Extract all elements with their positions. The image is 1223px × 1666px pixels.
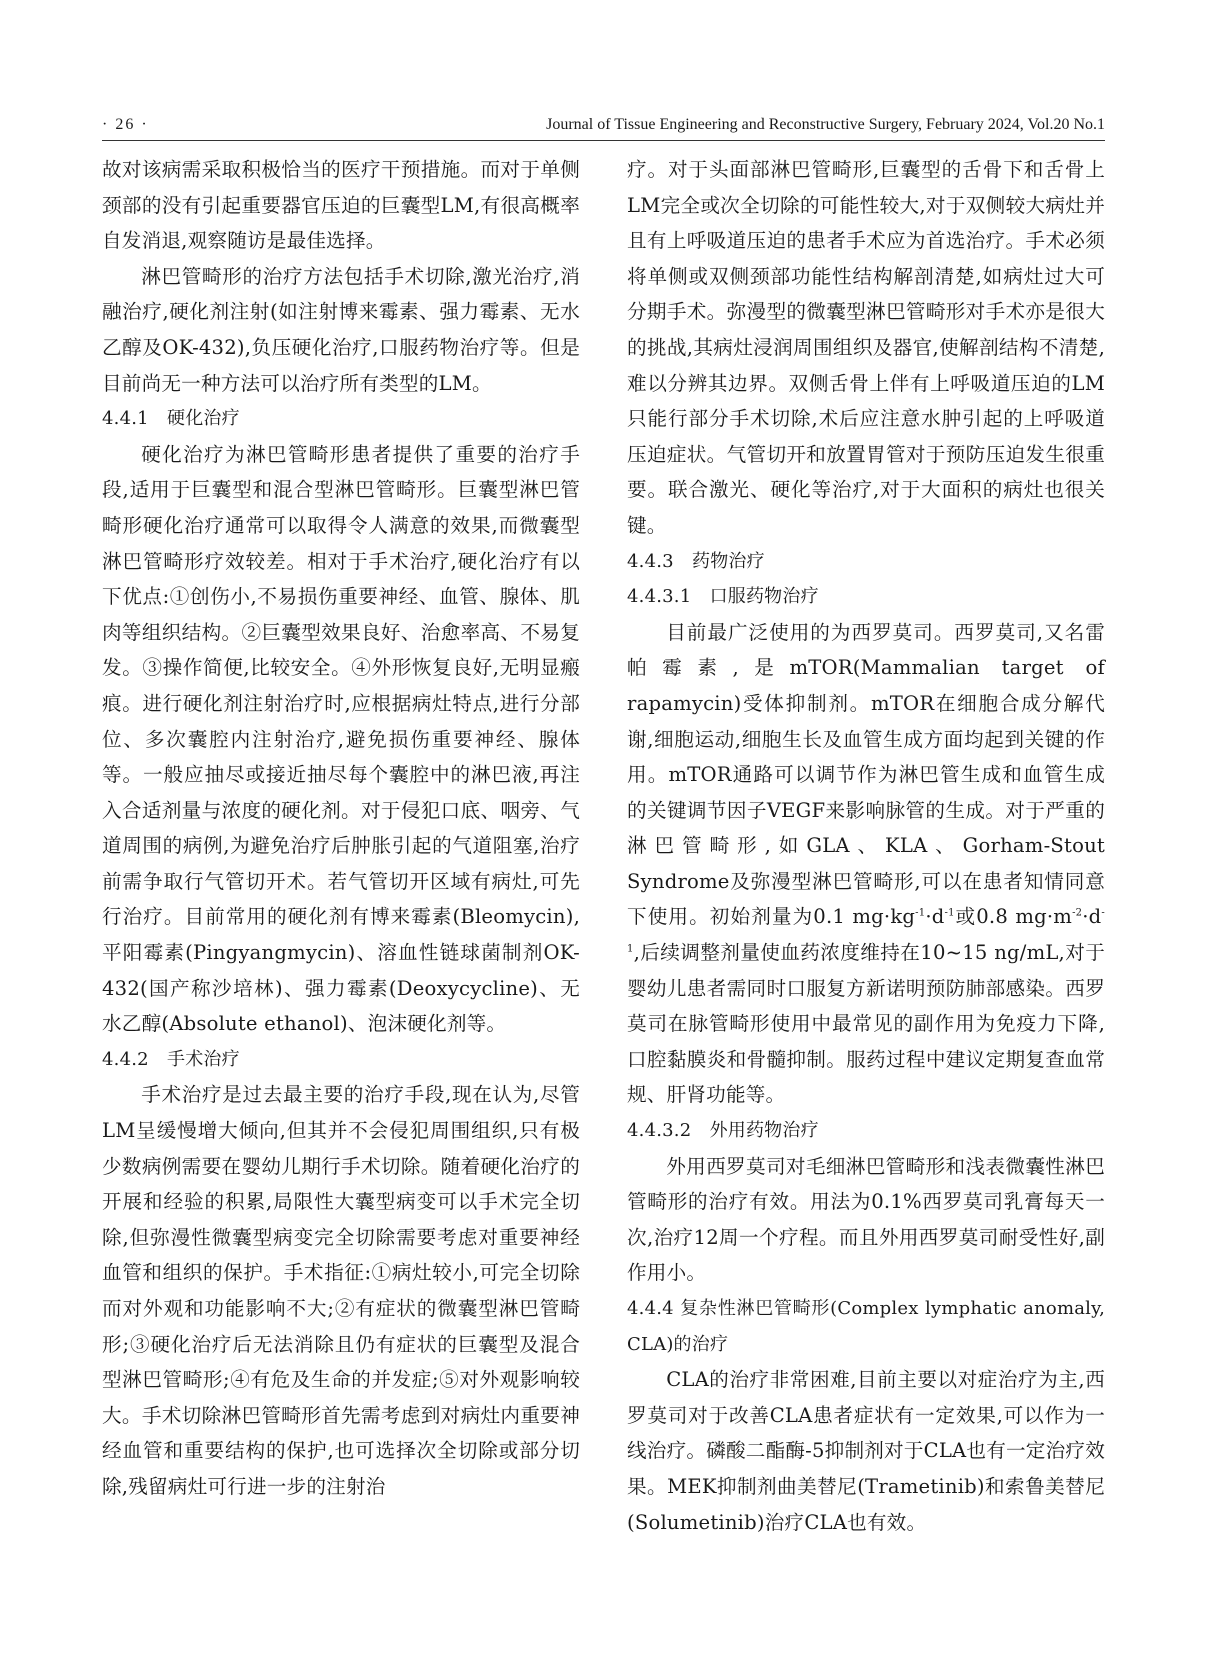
paragraph: CLA的治疗非常困难,目前主要以对症治疗为主,西罗莫司对于改善CLA患者症状有一定效果,可以作为一线治疗。磷酸二酯酶-5抑制剂对于CLA也有一定治疗效果。MEK抑制剂曲美替尼(Trametinib)和索鲁美替尼(Solumetinib)治疗CLA也有效。 [627, 1368, 1105, 1534]
text-run: ,后续调整剂量使血药浓度维持在10~15 ng/mL,对于婴幼儿患者需同时口服复方新诺明预防肺部感染。西罗莫司在脉管畸形使用中最常见的副作用为免疫力下降,口腔黏膜炎和骨髓抑制。服药过程中建议定期复查血常规、肝肾功能等。 [627, 941, 1105, 1107]
right-column [627, 152, 1105, 1540]
text-run: ·d [1082, 905, 1102, 929]
subsection-heading: 4.4.3.2 外用药物治疗 [627, 1120, 819, 1142]
paragraph: 故对该病需采取积极恰当的医疗干预措施。而对于单侧颈部的没有引起重要器官压迫的巨囊型LM,有很高概率自发消退,观察随访是最佳选择。 [102, 158, 580, 253]
paragraph: 硬化治疗为淋巴管畸形患者提供了重要的治疗手段,适用于巨囊型和混合型淋巴管畸形。巨囊型淋巴管畸形硬化治疗通常可以取得令人满意的效果,而微囊型淋巴管畸形疗效较差。相对于手术治疗,硬化治疗有以下优点:①创伤小,不易损伤重要神经、血管、腺体、肌肉等组织结构。②巨囊型效果良好、治愈率高、不易复发。③操作简便,比较安全。④外形恢复良好,无明显瘢痕。进行硬化剂注射治疗时,应根据病灶特点,进行分部位、多次囊腔内注射治疗,避免损伤重要神经、腺体等。一般应抽尽或接近抽尽每个囊腔中的淋巴液,再注入合适剂量与浓度的硬化剂。对于侵犯口底、咽旁、气道周围的病例,为避免治疗后肿胀引起的气道阻塞,治疗前需争取行气管切开术。若气管切开区域有病灶,可先行治疗。目前常用的硬化剂有博来霉素(Bleomycin),平阳霉素(Pingyangmycin)、溶血性链球菌制剂OK-432(国产称沙培林)、强力霉素(Deoxycycline)、无水乙醇(Absolute ethanol)、泡沫硬化剂等。 [102, 442, 580, 1036]
paragraph: 外用西罗莫司对毛细淋巴管畸形和浅表微囊性淋巴管畸形的治疗有效。用法为0.1%西罗莫司乳膏每天一次,治疗12周一个疗程。而且外用西罗莫司耐受性好,副作用小。 [627, 1154, 1105, 1285]
superscript: -2 [1072, 907, 1083, 919]
superscript: -1 [627, 907, 1105, 955]
superscript: -1 [944, 907, 955, 919]
section-heading: 4.4.2 手术治疗 [102, 1048, 240, 1070]
subsection-heading: 4.4.3.1 口服药物治疗 [627, 586, 819, 608]
section-heading: 4.4.3 药物治疗 [627, 550, 765, 572]
paragraph: 疗。对于头面部淋巴管畸形,巨囊型的舌骨下和舌骨上LM完全或次全切除的可能性较大,对于双侧较大病灶并且有上呼吸道压迫的患者手术应为首选治疗。手术必须将单侧或双侧颈部功能性结构解剖清楚,如病灶过大可分期手术。弥漫型的微囊型淋巴管畸形对手术亦是很大的挑战,其病灶浸润周围组织及器官,使解剖结构不清楚,难以分辨其边界。双侧舌骨上伴有上呼吸道压迫的LM只能行部分手术切除,术后应注意水肿引起的上呼吸道压迫症状。气管切开和放置胃管对于预防压迫发生很重要。联合激光、硬化等治疗,对于大面积的病灶也很关键。 [627, 158, 1105, 537]
text-run: 目前最广泛使用的为西罗莫司。西罗莫司,又名雷帕霉素,是mTOR(Mammalian target of rapamycin)受体抑制剂。mTOR在细胞合成分解代谢,细胞运动,细胞生长及血管生成方面均起到关键的作用。mTOR通路可以调节作为淋巴管生成和血管生成的关键调节因子VEGF来影响脉管的生成。对于严重的淋巴管畸形,如GLA、KLA、Gorham-Stout Syndrome及弥漫型淋巴管畸形,可以在患者知情同意下使用。初始剂量为0.1 mg·kg [627, 620, 1105, 929]
section-heading: 4.4.4 复杂性淋巴管畸形(Complex lymphatic anomaly, CLA)的治疗 [627, 1298, 1105, 1355]
text-run: ·d [925, 905, 945, 929]
header-rule [102, 140, 1105, 141]
left-column [102, 152, 580, 1505]
paragraph: 淋巴管畸形的治疗方法包括手术切除,激光治疗,消融治疗,硬化剂注射(如注射博来霉素、强力霉素、无水乙醇及OK-432),负压硬化治疗,口服药物治疗等。但是目前尚无一种方法可以治疗所有类型的LM。 [102, 264, 580, 395]
superscript: -1 [915, 907, 926, 919]
text-run: 或0.8 mg·m [954, 905, 1073, 929]
running-header [102, 112, 1105, 140]
journal-citation: Journal of Tissue Engineering and Reconstructive Surgery, February 2024, Vol.20 No.1 [546, 116, 1105, 133]
paragraph: 手术治疗是过去最主要的治疗手段,现在认为,尽管LM呈缓慢增大倾向,但其并不会侵犯周围组织,只有极少数病例需要在婴幼儿期行手术切除。随着硬化治疗的开展和经验的积累,局限性大囊型病变可以手术完全切除,但弥漫性微囊型病变完全切除需要考虑对重要神经血管和组织的保护。手术指征:①病灶较小,可完全切除而对外观和功能影响不大;②有症状的微囊型淋巴管畸形;③硬化治疗后无法消除且仍有症状的巨囊型及混合型淋巴管畸形;④有危及生命的并发症;⑤对外观影响较大。手术切除淋巴管畸形首先需考虑到对病灶内重要神经血管和重要结构的保护,也可选择次全切除或部分切除,残留病灶可行进一步的注射治 [102, 1083, 580, 1498]
page-number: · 26 · [102, 116, 149, 133]
section-heading: 4.4.1 硬化治疗 [102, 408, 240, 430]
paragraph [627, 615, 1105, 1113]
